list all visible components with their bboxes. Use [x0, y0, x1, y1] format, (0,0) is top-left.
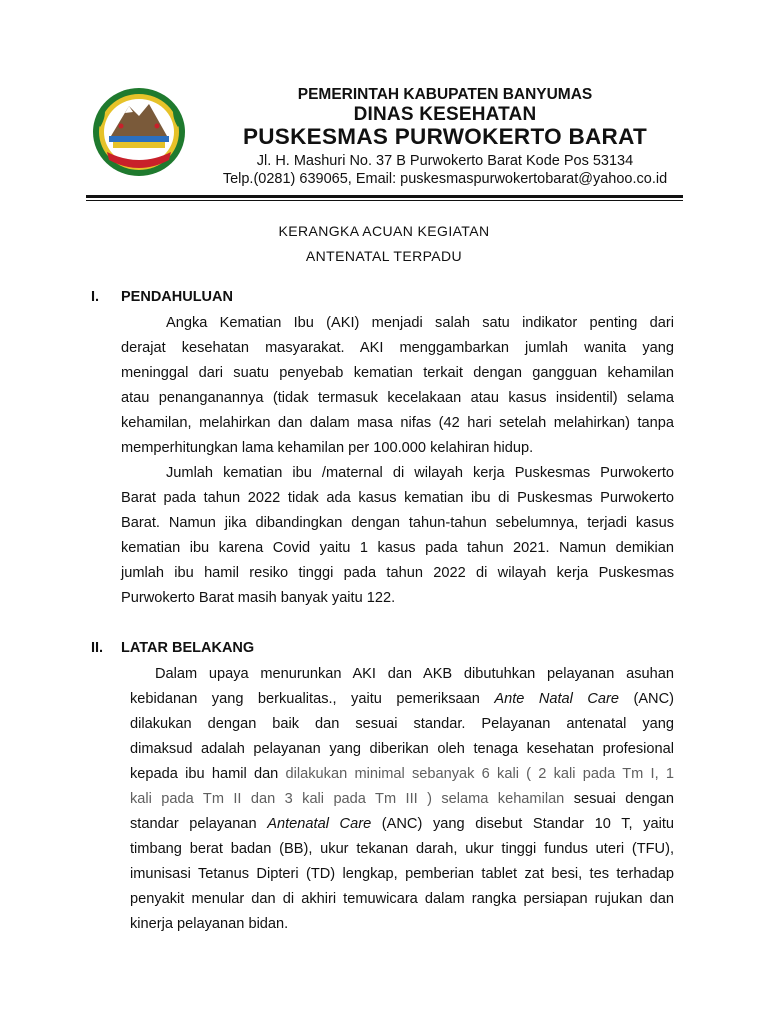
- paragraph-line: kebidanan yang berkualitas., yaitu pemeriksaan Ante Natal Care (ANC): [130, 691, 674, 707]
- paragraph-line: kehamilan, melahirkan dan dalam masa nifas (42 hari setelah melahirkan) tanpa: [121, 415, 674, 431]
- paragraph-line: imunisasi Tetanus Dipteri (TD) lengkap, pemberian tablet zat besi, tes terhadap: [130, 866, 674, 882]
- section-title: PENDAHULUAN: [121, 289, 233, 305]
- section-number: II.: [91, 640, 104, 656]
- section-number: I.: [91, 289, 100, 305]
- letterhead-divider-thin: [86, 200, 683, 201]
- paragraph-line: kinerja pelayanan bidan.: [130, 916, 289, 932]
- document-subtitle: ANTENATAL TERPADU: [305, 248, 463, 264]
- letterhead-government: PEMERINTAH KABUPATEN BANYUMAS: [297, 86, 593, 103]
- paragraph-line: penyakit menular dan di akhiri temuwicara dalam rangka persiapan rujukan dan: [130, 891, 674, 907]
- paragraph-line: timbang berat badan (BB), ukur tekanan darah, ukur tinggi fundus uteri (TFU),: [130, 841, 674, 857]
- paragraph-line: derajat kesehatan masyarakat. AKI menggambarkan jumlah wanita yang: [121, 340, 674, 356]
- paragraph-line: Dalam upaya menurunkan AKI dan AKB dibutuhkan pelayanan asuhan: [155, 666, 674, 682]
- letterhead-institution: PUSKESMAS PURWOKERTO BARAT: [242, 124, 648, 149]
- paragraph-line: Jumlah kematian ibu /maternal di wilayah kerja Puskesmas Purwokerto: [166, 465, 674, 481]
- document-title: KERANGKA ACUAN KEGIATAN: [278, 223, 490, 239]
- letterhead-address: Jl. H. Mashuri No. 37 B Purwokerto Barat Kode Pos 53134: [256, 153, 634, 169]
- paragraph-line: kali pada Tm II dan 3 kali pada Tm III ) selama kehamilan sesuai dengan: [130, 791, 674, 807]
- paragraph-line: atau penanganannya (tidak termasuk kecelakaan atau kasus insidentil) selama: [121, 390, 674, 406]
- paragraph-line: jumlah ibu hamil resiko tinggi pada tahun 2022 di wilayah kerja Puskesmas: [121, 565, 674, 581]
- paragraph-line: Purwokerto Barat masih banyak yaitu 122.: [121, 590, 396, 606]
- paragraph-line: dimaksud adalah pelayanan yang diberikan oleh tenaga kesehatan profesional: [130, 741, 674, 757]
- paragraph-line: kematian ibu karena Covid yaitu 1 kasus pada tahun 2021. Namun demikian: [121, 540, 674, 556]
- paragraph-line: dilakukan dengan baik dan sesuai standar. Pelayanan antenatal yang: [130, 716, 674, 732]
- section-heading-pendahuluan: [91, 289, 233, 305]
- paragraph-line: meninggal dari suatu penyebab kematian terkait dengan gangguan kehamilan: [121, 365, 674, 381]
- section-heading-latar-belakang: [91, 640, 254, 656]
- section-title: LATAR BELAKANG: [121, 640, 255, 656]
- banyumas-emblem-icon: [91, 86, 187, 178]
- paragraph-line: Angka Kematian Ibu (AKI) menjadi salah satu indikator penting dari: [166, 315, 674, 331]
- letterhead-department: DINAS KESEHATAN: [353, 104, 537, 125]
- paragraph-line: standar pelayanan Antenatal Care (ANC) yang disebut Standar 10 T, yaitu: [130, 816, 674, 832]
- paragraph-line: kepada ibu hamil dan dilakukan minimal sebanyak 6 kali ( 2 kali pada Tm I, 1: [130, 766, 674, 782]
- paragraph-line: memperhitungkan lama kehamilan per 100.000 kelahiran hidup.: [121, 440, 534, 456]
- letterhead-contact: Telp.(0281) 639065, Email: puskesmaspurwokertobarat@yahoo.co.id: [222, 171, 668, 187]
- paragraph-line: Barat. Namun jika dibandingkan dengan tahun-tahun sebelumnya, terjadi kasus: [121, 515, 674, 531]
- paragraph-line: Barat pada tahun 2022 tidak ada kasus kematian ibu di Puskesmas Purwokerto: [121, 490, 674, 506]
- letterhead-divider-thick: [86, 195, 683, 198]
